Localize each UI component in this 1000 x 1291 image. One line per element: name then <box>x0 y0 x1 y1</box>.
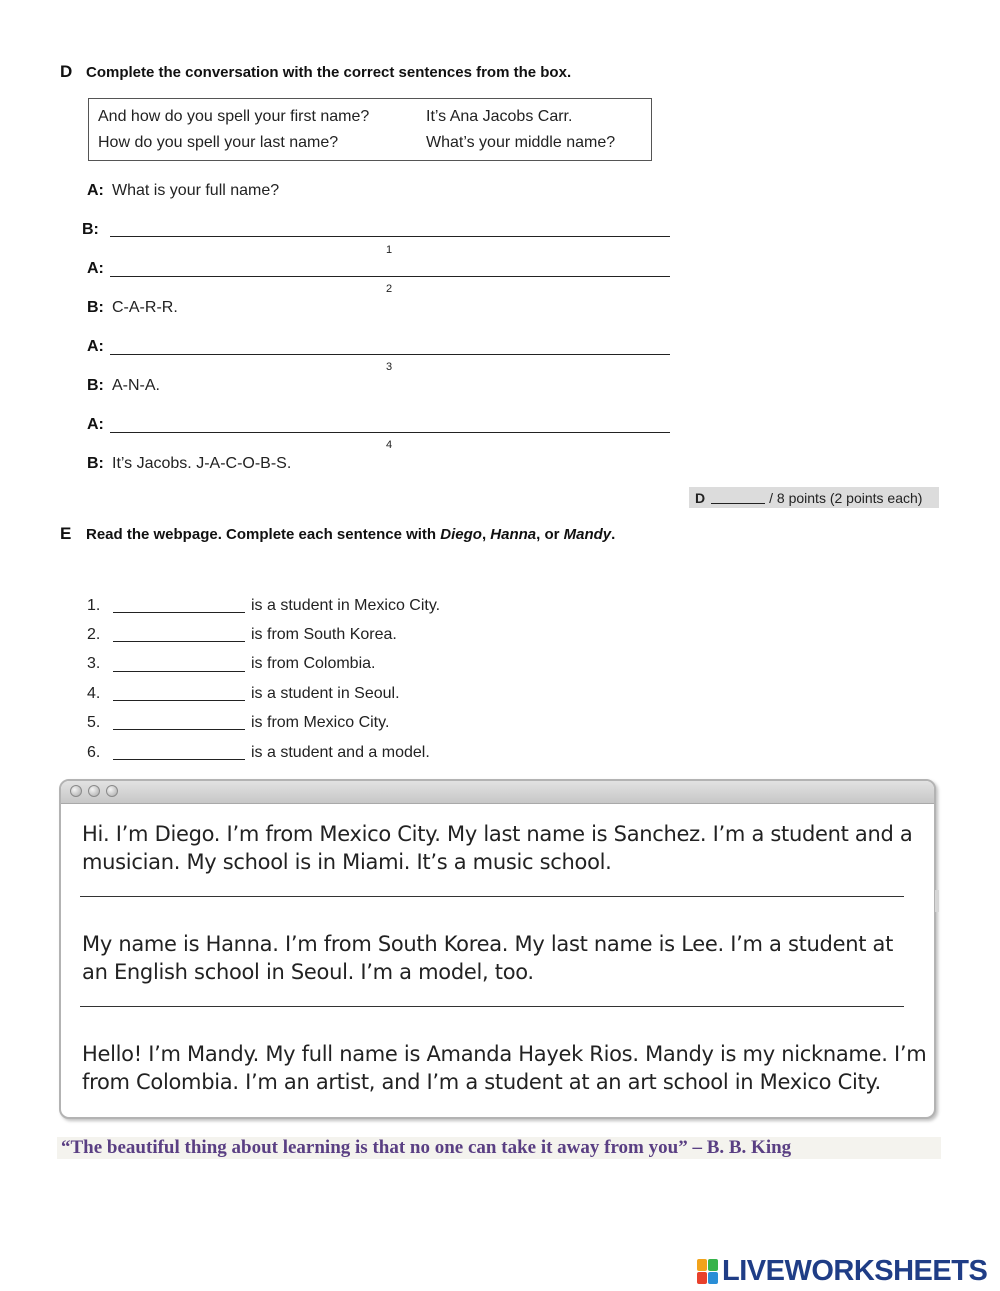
box-sentence-1: And how do you spell your first name? <box>98 108 370 125</box>
liveworksheets-logo[interactable] <box>697 1256 987 1286</box>
blank-number: 1 <box>386 244 393 256</box>
speaker-label: B: <box>87 377 104 394</box>
question-text: is a student in Seoul. <box>251 685 400 702</box>
answer-blank-1[interactable] <box>110 236 670 237</box>
separator: , <box>481 526 491 543</box>
window-button-icon <box>106 785 118 797</box>
section-d-letter: D <box>60 62 73 81</box>
speaker-label: A: <box>87 260 104 277</box>
question-number: 3. <box>87 655 101 672</box>
blank-number: 2 <box>386 283 393 295</box>
post-divider <box>80 1006 904 1007</box>
question-text: is from Colombia. <box>251 655 376 672</box>
browser-title-bar <box>61 781 934 804</box>
conversation-line: C-A-R-R. <box>112 299 178 316</box>
question-number: 1. <box>87 597 101 614</box>
speaker-label: B: <box>82 221 99 238</box>
instructions-end: . <box>611 526 616 543</box>
speaker-label: A: <box>87 416 104 433</box>
speaker-label: B: <box>87 455 104 472</box>
instructions-text: Read the webpage. Complete each sentence with <box>86 526 441 543</box>
post-mandy-line-2: from Colombia. I’m an artist, and I’m a student at an art school in Mexico City. <box>82 1070 881 1094</box>
window-button-icon <box>70 785 82 797</box>
scrollbar-tab <box>935 890 939 912</box>
question-blank-6[interactable] <box>113 759 245 760</box>
box-sentence-4: What’s your middle name? <box>426 134 616 151</box>
box-sentence-2: It’s Ana Jacobs Carr. <box>426 108 573 125</box>
conversation-line: A-N-A. <box>112 377 160 394</box>
speaker-label: A: <box>87 182 104 199</box>
question-blank-5[interactable] <box>113 729 245 730</box>
post-diego-line-2: musician. My school is in Miami. It’s a music school. <box>82 850 612 874</box>
question-number: 5. <box>87 714 101 731</box>
question-number: 4. <box>87 685 101 702</box>
question-blank-2[interactable] <box>113 641 245 642</box>
blank-number: 3 <box>386 361 393 373</box>
question-text: is from South Korea. <box>251 626 397 643</box>
points-text: / 8 points (2 points each) <box>769 489 923 506</box>
conversation-line: It’s Jacobs. J-A-C-O-B-S. <box>112 455 292 472</box>
question-number: 2. <box>87 626 101 643</box>
section-e-letter: E <box>60 524 72 543</box>
conversation-line: What is your full name? <box>112 182 280 199</box>
post-hanna-line-1: My name is Hanna. I’m from South Korea. My last name is Lee. I’m a student at <box>82 932 894 956</box>
section-d-points <box>689 487 939 508</box>
score-blank[interactable] <box>711 491 765 504</box>
speaker-label: B: <box>87 299 104 316</box>
question-text: is a student in Mexico City. <box>251 597 441 614</box>
post-divider <box>80 896 904 897</box>
question-blank-3[interactable] <box>113 671 245 672</box>
question-number: 6. <box>87 744 101 761</box>
section-d-instructions: Complete the conversation with the correct sentences from the box. <box>86 64 572 81</box>
box-sentence-3: How do you spell your last name? <box>98 134 339 151</box>
logo-text: LIVEWORKSHEETS <box>722 1254 988 1287</box>
answer-blank-3[interactable] <box>110 354 670 355</box>
points-letter: D <box>695 489 706 506</box>
post-mandy-line-1: Hello! I’m Mandy. My full name is Amanda Hayek Rios. Mandy is my nickname. I’m <box>82 1042 927 1066</box>
question-blank-4[interactable] <box>113 700 245 701</box>
question-text: is from Mexico City. <box>251 714 390 731</box>
speaker-label: A: <box>87 338 104 355</box>
question-text: is a student and a model. <box>251 744 430 761</box>
answer-blank-2[interactable] <box>110 276 670 277</box>
name-hanna: Hanna <box>490 526 537 543</box>
separator: , or <box>536 526 564 543</box>
answer-blank-4[interactable] <box>110 432 670 433</box>
blank-number: 4 <box>386 439 393 451</box>
window-button-icon <box>88 785 100 797</box>
post-diego-line-1: Hi. I’m Diego. I’m from Mexico City. My last name is Sanchez. I’m a student and a <box>82 822 913 846</box>
quote-banner: “The beautiful thing about learning is that no one can take it away from you” – B. B. King <box>57 1137 941 1159</box>
logo-blocks-icon <box>697 1258 719 1284</box>
name-diego: Diego <box>440 526 482 543</box>
question-blank-1[interactable] <box>113 612 245 613</box>
post-hanna-line-2: an English school in Seoul. I’m a model, too. <box>82 960 534 984</box>
section-e-instructions <box>86 526 615 543</box>
name-mandy: Mandy <box>563 526 612 543</box>
